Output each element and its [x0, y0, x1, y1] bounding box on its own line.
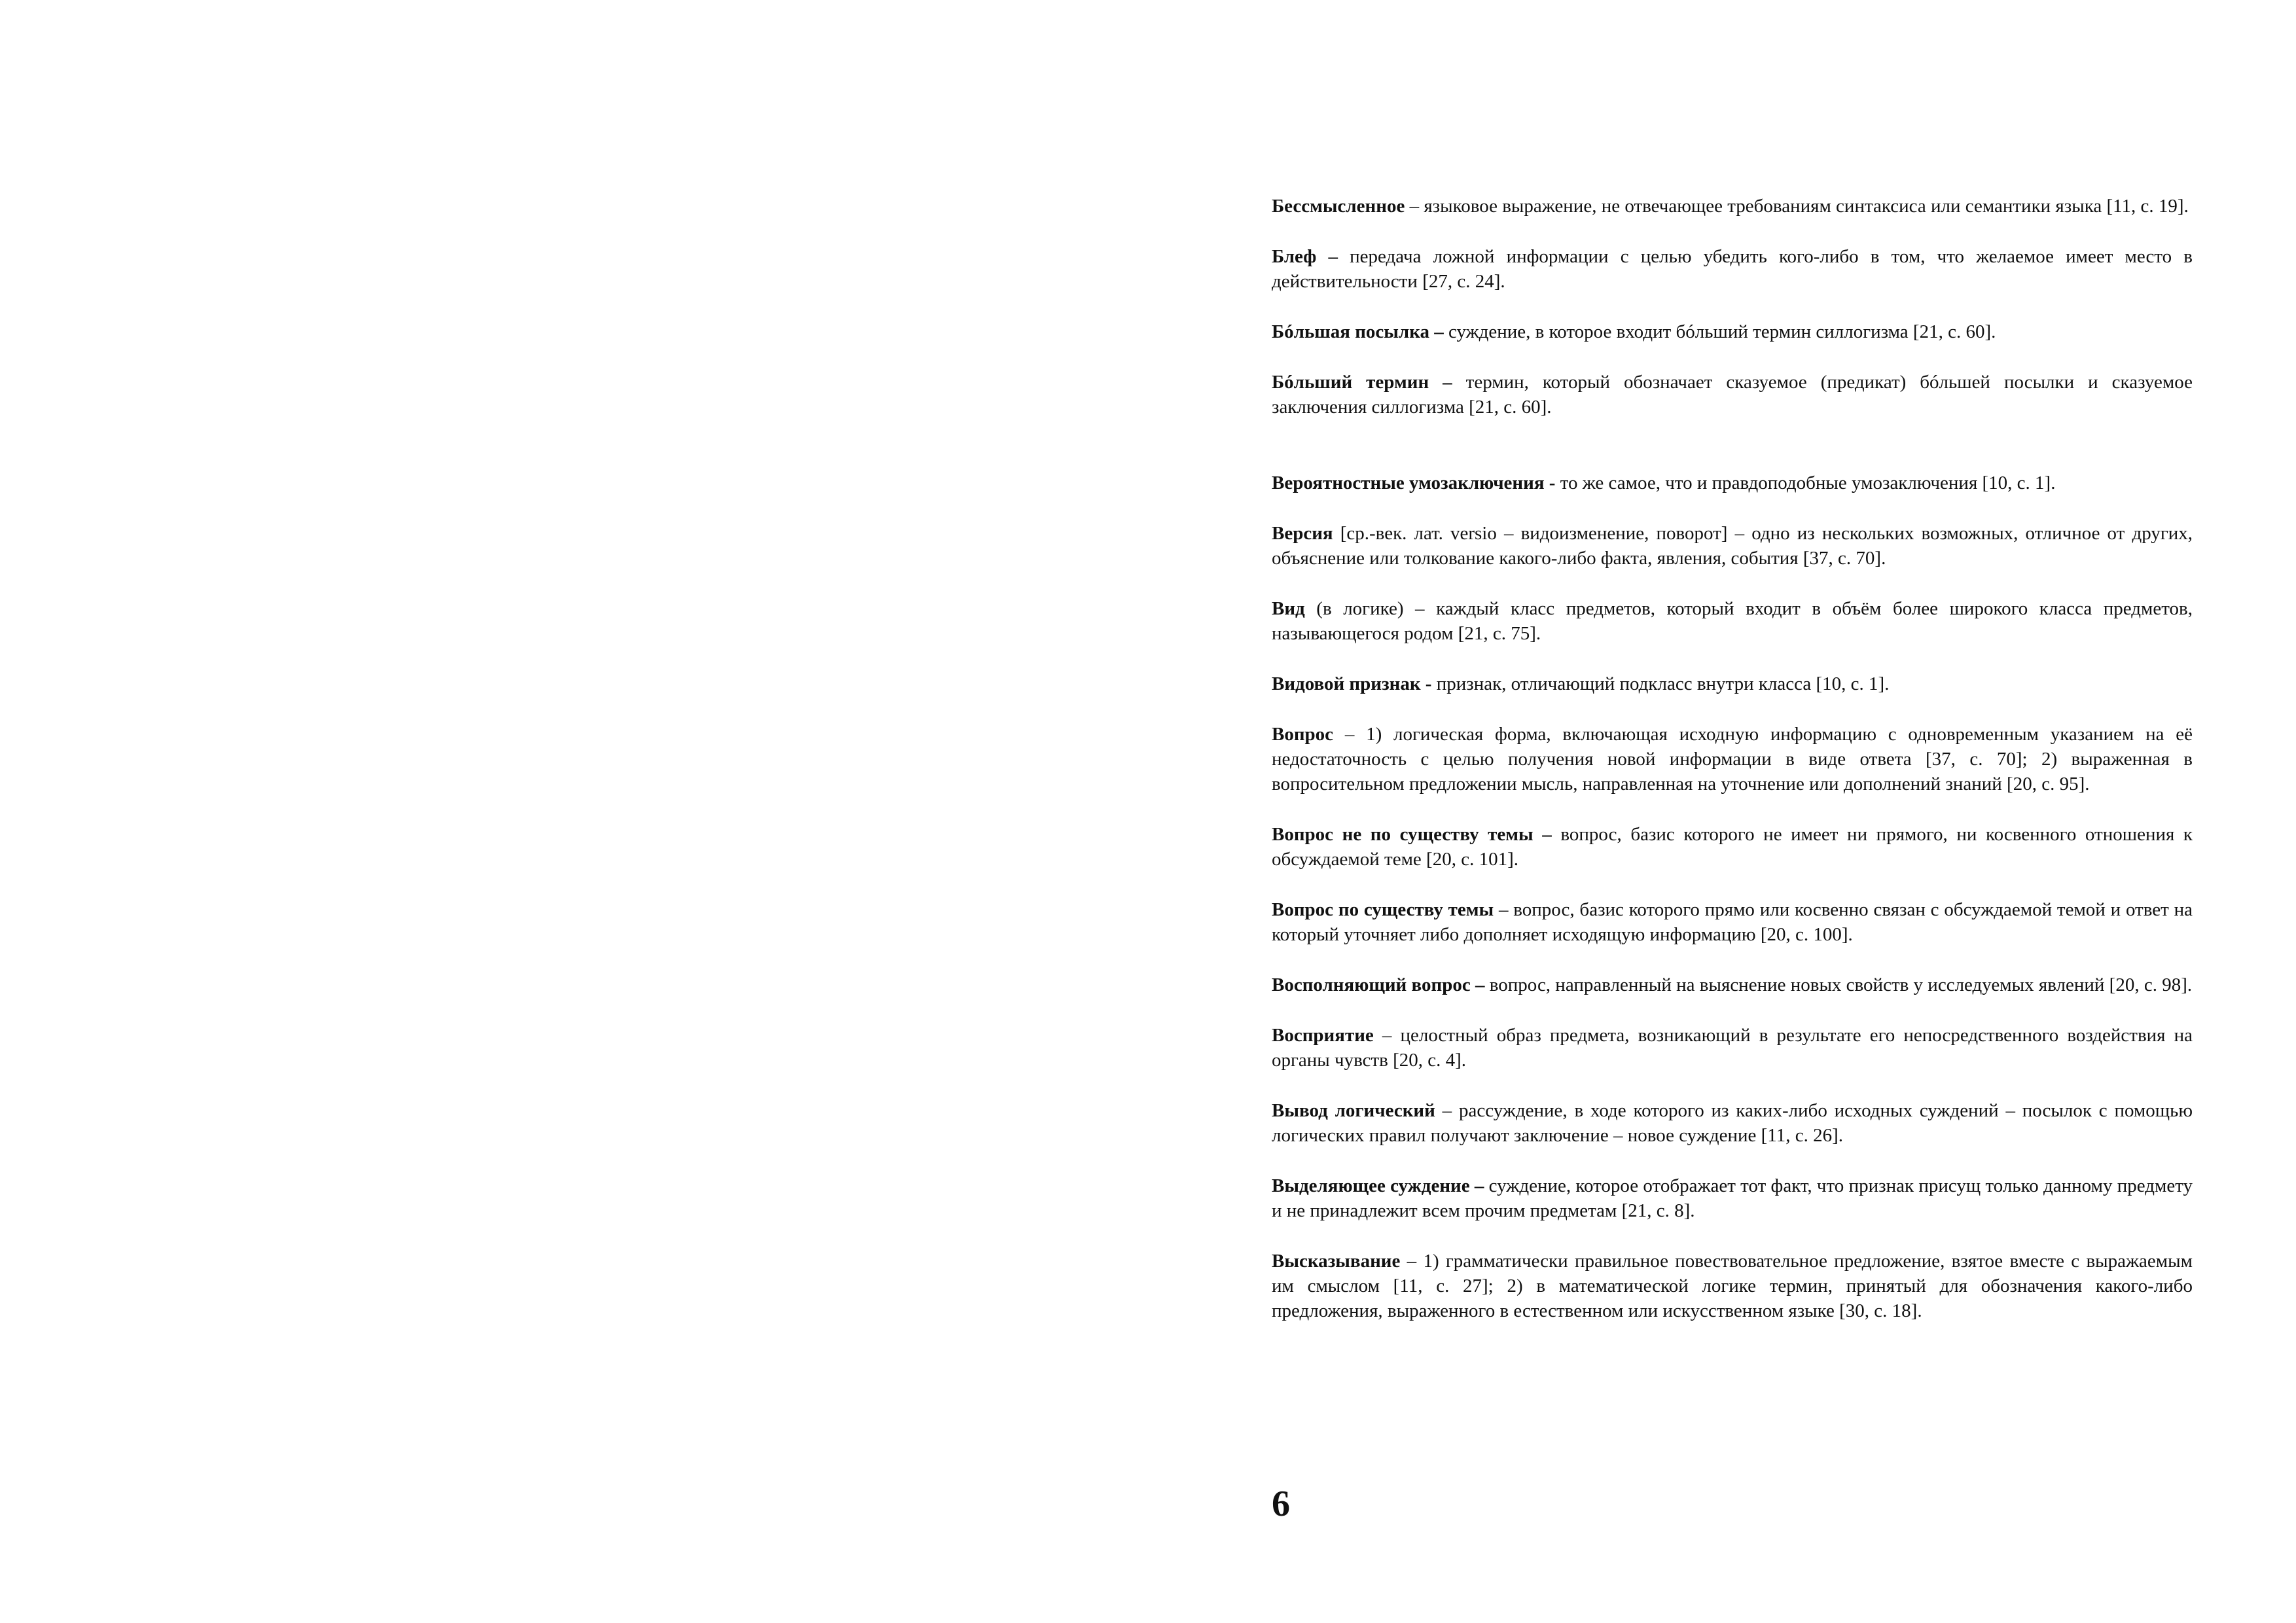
glossary-entry [1272, 1098, 2193, 1148]
glossary-definition: [ср.-век. лат. versio – видоизменение, поворот] – одно из нескольких возможных, отличное от других, объяснение или толкование какого-либо факта, явления, события [37, с. 70]. [1272, 523, 2193, 569]
glossary-entry [1272, 1173, 2193, 1223]
glossary-entry [1272, 1023, 2193, 1073]
glossary-definition: суждение, которое отображает тот факт, что признак присущ только данному предмету и не принадлежит всем прочим предметам [21, с. 8]. [1272, 1175, 2193, 1221]
glossary-entry [1272, 521, 2193, 571]
glossary-definition: суждение, в которое входит бóльший термин силлогизма [21, с. 60]. [1443, 321, 1996, 342]
glossary-entry [1272, 897, 2193, 947]
glossary-definition: – языковое выражение, не отвечающее требованиям синтаксиса или семантики языка [11, с. 19]. [1405, 196, 2189, 217]
glossary-term: Вероятностные умозаключения - [1272, 473, 1556, 493]
glossary-term: Высказывание [1272, 1251, 1401, 1272]
glossary-entry [1272, 596, 2193, 646]
glossary-term: Восполняющий вопрос – [1272, 974, 1485, 995]
glossary-term: Вопрос по существу темы [1272, 899, 1494, 920]
glossary-entry [1272, 244, 2193, 294]
glossary-definition: вопрос, направленный на выяснение новых свойств у исследуемых явлений [20, с. 98]. [1484, 974, 2193, 995]
glossary-entry [1272, 370, 2193, 419]
glossary-term: Бессмысленное [1272, 196, 1405, 217]
glossary-definition: – вопрос, базис которого прямо или косвенно связан с обсуждаемой темой и ответ на который уточняет либо дополняет исходящую информацию [20, с. 100]. [1272, 899, 2193, 945]
glossary-entry [1272, 194, 2193, 219]
glossary-term: Бóльший термин – [1272, 372, 1452, 393]
glossary-entry [1272, 319, 2193, 344]
glossary-definition: – рассуждение, в ходе которого из каких-либо исходных суждений – посылок с помощью логических правил получают заключение – новое суждение [11, с. 26]. [1272, 1100, 2193, 1146]
glossary-definition: признак, отличающий подкласс внутри класса [10, с. 1]. [1431, 673, 1890, 694]
glossary-entry [1272, 972, 2193, 997]
glossary-definition: – целостный образ предмета, возникающий в результате его непосредственного воздействия на органы чувств [20, с. 4]. [1272, 1025, 2193, 1071]
glossary-entry [1272, 722, 2193, 796]
glossary-term: Вид [1272, 598, 1305, 619]
glossary-term: Блеф – [1272, 246, 1338, 267]
glossary-term: Вопрос [1272, 724, 1334, 745]
glossary-term: Версия [1272, 523, 1333, 544]
glossary-definition: то же самое, что и правдоподобные умозаключения [10, с. 1]. [1555, 473, 2056, 493]
glossary-term: Бóльшая посылка – [1272, 321, 1444, 342]
glossary-entry [1272, 671, 2193, 696]
glossary-term: Выделяющее суждение – [1272, 1175, 1484, 1196]
glossary-definition: – 1) логическая форма, включающая исходную информацию с одновременным указанием на её недостаточность с целью получения новой информации в виде ответа [37, с. 70]; 2) выраженная в вопросительном предложении мысль, направленная на уточнение или дополнений знаний [20, с. 95]. [1272, 724, 2193, 794]
glossary-term: Вывод логический [1272, 1100, 1435, 1121]
right-page [1148, 0, 2296, 1623]
glossary-term: Вопрос не по существу темы – [1272, 824, 1552, 845]
glossary-definition: термин, который обозначает сказуемое (предикат) бóльшей посылки и сказуемое заключения силлогизма [21, с. 60]. [1272, 372, 2193, 418]
glossary-term: Восприятие [1272, 1025, 1374, 1046]
glossary-definition: (в логике) – каждый класс предметов, который входит в объём более широкого класса предметов, называющегося родом [21, с. 75]. [1272, 598, 2193, 644]
glossary-entry [1272, 1249, 2193, 1323]
glossary-column [1272, 194, 2193, 1349]
page-number: 6 [1272, 1484, 1290, 1524]
glossary-definition: вопрос, базис которого не имеет ни прямого, ни косвенного отношения к обсуждаемой теме [20, с. 101]. [1272, 824, 2193, 870]
glossary-term: Видовой признак - [1272, 673, 1432, 694]
glossary-entry [1272, 471, 2193, 495]
glossary-definition: передача ложной информации с целью убедить кого-либо в том, что желаемое имеет место в действительности [27, с. 24]. [1272, 246, 2193, 292]
glossary-entry [1272, 822, 2193, 872]
glossary-definition: – 1) грамматически правильное повествовательное предложение, взятое вместе с выражаемым им смыслом [11, с. 27]; 2) в математической логике термин, принятый для обозначения какого-либо предложения, выраженного в естественном или искусственном языке [30, с. 18]. [1272, 1251, 2193, 1321]
